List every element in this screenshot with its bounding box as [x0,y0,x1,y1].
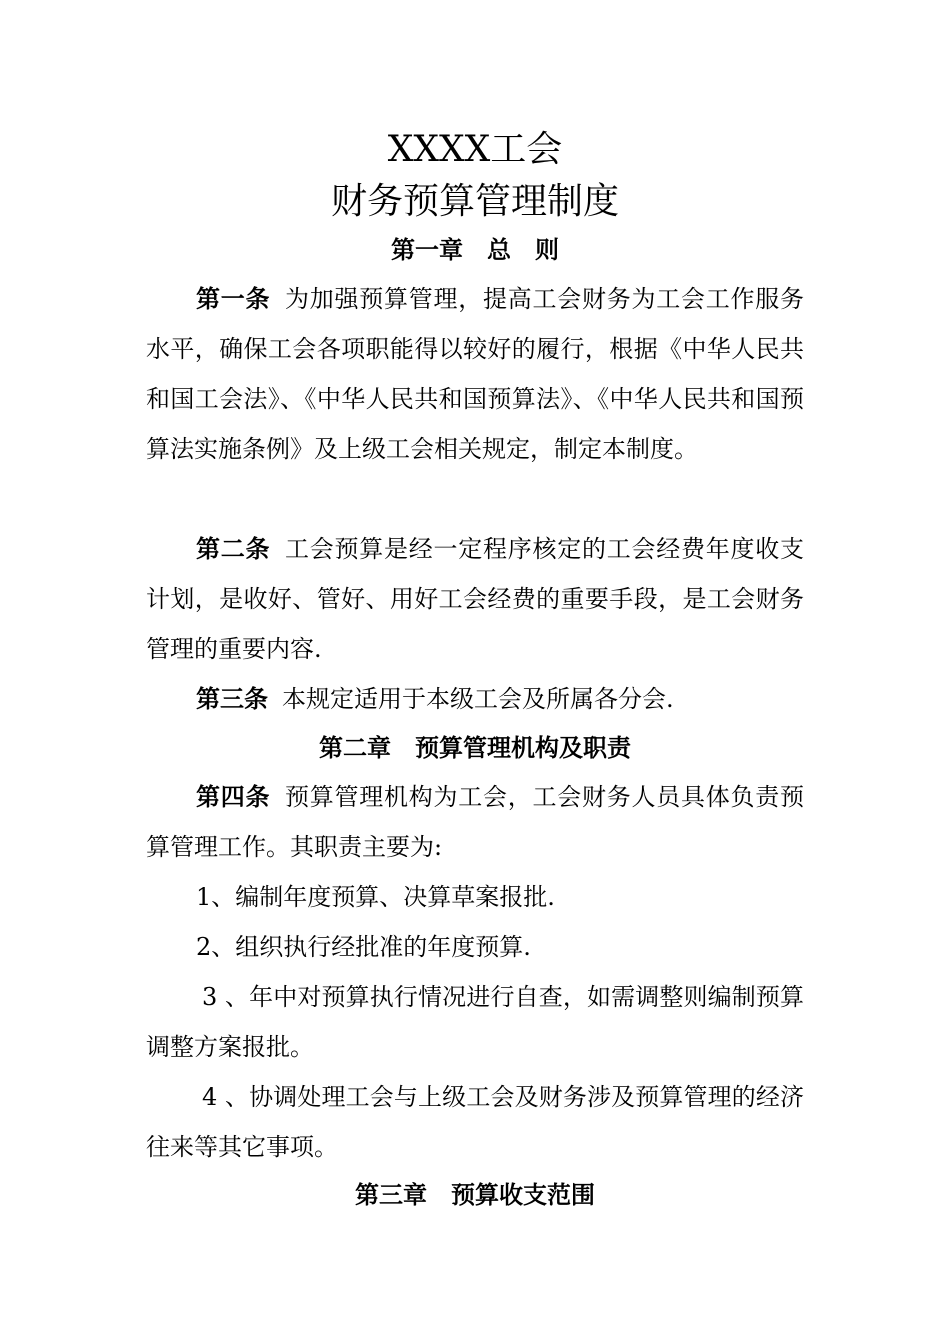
list-item: 4 、协调处理工会与上级工会及财务涉及预算管理的经济往来等其它事项。 [146,1083,804,1161]
article-text: 本规定适用于本级工会及所属各分会. [282,685,674,713]
list-item: 1、编制年度预算、决算草案报批. [196,883,555,911]
list-item: 3 、年中对预算执行情况进行自查，如需调整则编制预算调整方案报批。 [146,983,804,1061]
chapter-heading-2: 第二章 预算管理机构及职责 [319,734,631,762]
chapter-heading-1: 第一章 总 则 [391,236,559,264]
document-title: 财务预算管理制度 [330,181,619,222]
document-title-org: XXXX工会 [387,129,563,170]
article-1 [146,274,804,474]
article-text: 工会预算是经一定程序核定的工会经费年度收支计划，是收好、管好、用好工会经费的重要手段，是工会财务管理的重要内容. [146,535,804,663]
list-item: 2、组织执行经批准的年度预算. [196,933,531,961]
article-label: 第二条 [196,535,271,563]
article-3 [146,674,804,724]
article-2 [146,524,804,674]
article-text: 为加强预算管理，提高工会财务为工会工作服务水平，确保工会各项职能得以较好的履行，根据《中华人民共和国工会法》、《中华人民共和国预算法》、《中华人民共和国预算法实施条例》及上级工会相关规定，制定本制度。 [146,285,804,463]
article-label: 第四条 [196,783,271,811]
article-label: 第三条 [196,685,268,713]
article-text: 预算管理机构为工会，工会财务人员具体负责预算管理工作。其职责主要为: [146,783,804,861]
chapter-heading-3: 第三章 预算收支范围 [355,1181,595,1209]
article-label: 第一条 [196,285,271,313]
article-4 [146,772,804,872]
